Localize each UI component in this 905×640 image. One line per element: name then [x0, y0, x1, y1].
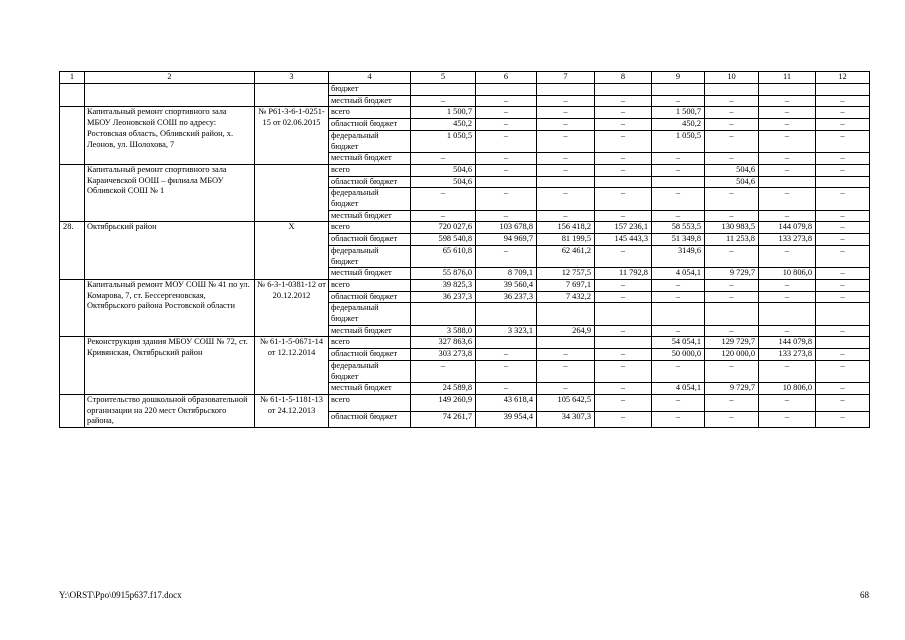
- value-cell: –: [705, 245, 759, 267]
- value-cell: 157 236,1: [595, 222, 652, 234]
- value-cell: –: [759, 210, 816, 222]
- value-cell: –: [595, 360, 652, 382]
- value-cell: 144 079,8: [759, 337, 816, 349]
- object-name: Капитальный ремонт спортивного зала Караичевской ООШ – филиала МБОУ Обливской СОШ № 1: [85, 164, 255, 222]
- table-row: [60, 279, 870, 291]
- budget-source: областной бюджет: [329, 234, 411, 246]
- table-row: [60, 222, 870, 234]
- value-cell: –: [595, 107, 652, 119]
- value-cell: –: [595, 119, 652, 131]
- budget-source: местный бюджет: [329, 268, 411, 280]
- value-cell: –: [759, 245, 816, 267]
- value-cell: –: [537, 383, 595, 395]
- value-cell: 133 273,8: [759, 234, 816, 246]
- budget-source: областной бюджет: [329, 411, 411, 428]
- row-number: 28.: [60, 222, 85, 280]
- value-cell: [411, 303, 476, 325]
- value-cell: –: [759, 188, 816, 210]
- document-number: № 61-1-5-0671-14 от 12.12.2014: [255, 337, 329, 395]
- document-number: № Р61-3-6-1-0251-15 от 02.06.2015: [255, 107, 329, 165]
- row-number: [60, 107, 85, 165]
- value-cell: –: [705, 130, 759, 152]
- budget-source: всего: [329, 107, 411, 119]
- value-cell: 39 954,4: [476, 411, 537, 428]
- value-cell: –: [537, 95, 595, 107]
- value-cell: [816, 176, 870, 188]
- value-cell: –: [816, 291, 870, 303]
- value-cell: [816, 337, 870, 349]
- value-cell: –: [759, 95, 816, 107]
- budget-source: всего: [329, 337, 411, 349]
- value-cell: –: [816, 394, 870, 411]
- budget-source: всего: [329, 279, 411, 291]
- value-cell: –: [705, 279, 759, 291]
- budget-source: федеральный бюджет: [329, 303, 411, 325]
- value-cell: [595, 84, 652, 96]
- value-cell: –: [595, 325, 652, 337]
- value-cell: –: [705, 360, 759, 382]
- value-cell: –: [476, 360, 537, 382]
- budget-source: федеральный бюджет: [329, 360, 411, 382]
- budget-source: местный бюджет: [329, 153, 411, 165]
- value-cell: [595, 303, 652, 325]
- value-cell: –: [816, 279, 870, 291]
- value-cell: 94 969,7: [476, 234, 537, 246]
- value-cell: –: [652, 153, 705, 165]
- budget-source: федеральный бюджет: [329, 245, 411, 267]
- header-row: [60, 72, 870, 84]
- value-cell: –: [595, 130, 652, 152]
- value-cell: 10 806,0: [759, 268, 816, 280]
- value-cell: –: [537, 349, 595, 361]
- value-cell: [476, 303, 537, 325]
- value-cell: 1 050,5: [411, 130, 476, 152]
- value-cell: –: [595, 188, 652, 210]
- value-cell: 598 540,8: [411, 234, 476, 246]
- value-cell: –: [476, 119, 537, 131]
- value-cell: [476, 176, 537, 188]
- value-cell: –: [652, 291, 705, 303]
- value-cell: 504,6: [705, 176, 759, 188]
- value-cell: –: [816, 95, 870, 107]
- value-cell: [537, 337, 595, 349]
- value-cell: –: [816, 268, 870, 280]
- value-cell: 4 054,1: [652, 383, 705, 395]
- budget-source: федеральный бюджет: [329, 188, 411, 210]
- value-cell: –: [476, 245, 537, 267]
- value-cell: 7 432,2: [537, 291, 595, 303]
- value-cell: –: [759, 119, 816, 131]
- value-cell: [595, 337, 652, 349]
- value-cell: 720 027,6: [411, 222, 476, 234]
- value-cell: 8 709,1: [476, 268, 537, 280]
- value-cell: 144 079,8: [759, 222, 816, 234]
- value-cell: 120 000,0: [705, 349, 759, 361]
- value-cell: 1 500,7: [652, 107, 705, 119]
- value-cell: 34 307,3: [537, 411, 595, 428]
- budget-source: областной бюджет: [329, 349, 411, 361]
- value-cell: –: [816, 411, 870, 428]
- value-cell: 36 237,3: [411, 291, 476, 303]
- value-cell: [759, 303, 816, 325]
- value-cell: 39 560,4: [476, 279, 537, 291]
- value-cell: –: [816, 153, 870, 165]
- value-cell: –: [759, 107, 816, 119]
- column-header: 11: [759, 72, 816, 84]
- value-cell: –: [537, 188, 595, 210]
- budget-source: федеральный бюджет: [329, 130, 411, 152]
- value-cell: –: [595, 291, 652, 303]
- value-cell: 3149,6: [652, 245, 705, 267]
- value-cell: 3 323,1: [476, 325, 537, 337]
- column-header: 2: [85, 72, 255, 84]
- value-cell: –: [476, 95, 537, 107]
- value-cell: –: [652, 188, 705, 210]
- value-cell: –: [411, 210, 476, 222]
- value-cell: 11 253,8: [705, 234, 759, 246]
- value-cell: –: [476, 164, 537, 176]
- value-cell: –: [759, 279, 816, 291]
- budget-source: областной бюджет: [329, 176, 411, 188]
- value-cell: –: [595, 153, 652, 165]
- value-cell: 450,2: [411, 119, 476, 131]
- value-cell: 10 806,0: [759, 383, 816, 395]
- value-cell: –: [537, 153, 595, 165]
- value-cell: –: [652, 394, 705, 411]
- value-cell: –: [816, 222, 870, 234]
- value-cell: –: [705, 210, 759, 222]
- value-cell: –: [595, 245, 652, 267]
- value-cell: –: [705, 291, 759, 303]
- value-cell: [537, 84, 595, 96]
- value-cell: –: [705, 411, 759, 428]
- value-cell: –: [759, 360, 816, 382]
- value-cell: –: [759, 164, 816, 176]
- table-row: [60, 394, 870, 411]
- value-cell: –: [476, 130, 537, 152]
- value-cell: –: [476, 107, 537, 119]
- value-cell: –: [705, 188, 759, 210]
- value-cell: [595, 176, 652, 188]
- column-header: 4: [329, 72, 411, 84]
- object-name: Октябрьский район: [85, 222, 255, 280]
- value-cell: 43 618,4: [476, 394, 537, 411]
- value-cell: 7 697,1: [537, 279, 595, 291]
- table-row: [60, 164, 870, 176]
- value-cell: –: [595, 411, 652, 428]
- column-header: 9: [652, 72, 705, 84]
- value-cell: –: [652, 164, 705, 176]
- value-cell: [816, 303, 870, 325]
- value-cell: –: [759, 130, 816, 152]
- value-cell: 12 757,5: [537, 268, 595, 280]
- value-cell: –: [816, 383, 870, 395]
- table-row: [60, 84, 870, 96]
- value-cell: –: [652, 325, 705, 337]
- value-cell: –: [816, 164, 870, 176]
- value-cell: –: [595, 95, 652, 107]
- column-header: 1: [60, 72, 85, 84]
- column-header: 7: [537, 72, 595, 84]
- value-cell: –: [652, 279, 705, 291]
- value-cell: 105 642,5: [537, 394, 595, 411]
- value-cell: 65 610,8: [411, 245, 476, 267]
- value-cell: 36 237,3: [476, 291, 537, 303]
- value-cell: –: [759, 411, 816, 428]
- value-cell: –: [816, 107, 870, 119]
- value-cell: –: [816, 210, 870, 222]
- value-cell: 504,6: [411, 164, 476, 176]
- value-cell: –: [537, 119, 595, 131]
- value-cell: 303 273,8: [411, 349, 476, 361]
- value-cell: –: [652, 411, 705, 428]
- value-cell: [816, 84, 870, 96]
- row-number: [60, 394, 85, 427]
- value-cell: 133 273,8: [759, 349, 816, 361]
- value-cell: 1 500,7: [411, 107, 476, 119]
- value-cell: –: [816, 119, 870, 131]
- value-cell: 450,2: [652, 119, 705, 131]
- value-cell: 3 588,0: [411, 325, 476, 337]
- budget-source: всего: [329, 164, 411, 176]
- value-cell: –: [652, 360, 705, 382]
- document-number: Х: [255, 222, 329, 280]
- value-cell: –: [537, 360, 595, 382]
- value-cell: –: [816, 234, 870, 246]
- budget-source: областной бюджет: [329, 119, 411, 131]
- value-cell: [476, 84, 537, 96]
- object-name: Реконструкция здания МБОУ СОШ № 72, ст. Кривянская, Октябрьский район: [85, 337, 255, 395]
- value-cell: [705, 303, 759, 325]
- value-cell: 50 000,0: [652, 349, 705, 361]
- value-cell: 39 825,3: [411, 279, 476, 291]
- value-cell: –: [476, 188, 537, 210]
- row-number: [60, 337, 85, 395]
- object-name: Капитальный ремонт МОУ СОШ № 41 по ул. Комарова, 7, ст. Бессергеновская, Октябрьского района Ростовской области: [85, 279, 255, 337]
- value-cell: –: [652, 95, 705, 107]
- value-cell: [476, 337, 537, 349]
- value-cell: [652, 176, 705, 188]
- value-cell: –: [595, 383, 652, 395]
- value-cell: –: [816, 130, 870, 152]
- budget-source: местный бюджет: [329, 95, 411, 107]
- budget-source: местный бюджет: [329, 210, 411, 222]
- value-cell: –: [595, 164, 652, 176]
- value-cell: –: [476, 210, 537, 222]
- value-cell: –: [705, 325, 759, 337]
- value-cell: [652, 84, 705, 96]
- value-cell: 4 054,1: [652, 268, 705, 280]
- table-row: [60, 107, 870, 119]
- budget-source: всего: [329, 394, 411, 411]
- value-cell: [759, 176, 816, 188]
- page-number: 68: [860, 590, 869, 600]
- value-cell: –: [816, 325, 870, 337]
- document-number: № 6-3-1-0381-12 от 20.12.2012: [255, 279, 329, 337]
- value-cell: 103 678,8: [476, 222, 537, 234]
- value-cell: 504,6: [411, 176, 476, 188]
- row-number: [60, 164, 85, 222]
- column-header: 3: [255, 72, 329, 84]
- value-cell: 58 553,5: [652, 222, 705, 234]
- document-number: № 61-1-5-1181-13 от 24.12.2013: [255, 394, 329, 427]
- value-cell: –: [816, 245, 870, 267]
- value-cell: –: [476, 349, 537, 361]
- value-cell: –: [595, 210, 652, 222]
- column-header: 5: [411, 72, 476, 84]
- value-cell: –: [595, 394, 652, 411]
- value-cell: 504,6: [705, 164, 759, 176]
- budget-source: бюджет: [329, 84, 411, 96]
- column-header: 10: [705, 72, 759, 84]
- column-header: 12: [816, 72, 870, 84]
- value-cell: –: [705, 153, 759, 165]
- column-header: 6: [476, 72, 537, 84]
- value-cell: –: [537, 107, 595, 119]
- value-cell: [411, 84, 476, 96]
- value-cell: 1 050,5: [652, 130, 705, 152]
- value-cell: –: [816, 349, 870, 361]
- value-cell: –: [411, 188, 476, 210]
- value-cell: –: [705, 107, 759, 119]
- value-cell: –: [537, 164, 595, 176]
- value-cell: –: [411, 95, 476, 107]
- value-cell: 9 729,7: [705, 383, 759, 395]
- value-cell: 81 199,5: [537, 234, 595, 246]
- object-name: Капитальный ремонт спортивного зала МБОУ Леоновской СОШ по адресу: Ростовская область, Обливский район, х. Леонов, ул. Шолохова, 7: [85, 107, 255, 165]
- value-cell: 264,9: [537, 325, 595, 337]
- value-cell: 130 983,5: [705, 222, 759, 234]
- value-cell: –: [759, 325, 816, 337]
- value-cell: 74 261,7: [411, 411, 476, 428]
- value-cell: 9 729,7: [705, 268, 759, 280]
- investment-table: [59, 71, 870, 428]
- value-cell: [537, 303, 595, 325]
- value-cell: –: [537, 210, 595, 222]
- row-number: [60, 84, 85, 107]
- value-cell: –: [411, 360, 476, 382]
- budget-source: всего: [329, 222, 411, 234]
- value-cell: 149 260,9: [411, 394, 476, 411]
- object-name: [85, 84, 255, 107]
- value-cell: –: [705, 119, 759, 131]
- value-cell: –: [476, 383, 537, 395]
- value-cell: 327 863,6: [411, 337, 476, 349]
- value-cell: [759, 84, 816, 96]
- value-cell: –: [595, 279, 652, 291]
- value-cell: –: [595, 349, 652, 361]
- value-cell: 51 349,8: [652, 234, 705, 246]
- budget-source: местный бюджет: [329, 383, 411, 395]
- value-cell: –: [816, 360, 870, 382]
- value-cell: –: [411, 153, 476, 165]
- value-cell: 145 443,3: [595, 234, 652, 246]
- document-number: [255, 164, 329, 222]
- file-path: Y:\ORST\Ppo\0915p637.f17.docx: [59, 590, 182, 600]
- value-cell: –: [759, 291, 816, 303]
- value-cell: [537, 176, 595, 188]
- value-cell: 62 461,2: [537, 245, 595, 267]
- value-cell: –: [759, 394, 816, 411]
- value-cell: –: [476, 153, 537, 165]
- value-cell: 54 054,1: [652, 337, 705, 349]
- value-cell: –: [652, 210, 705, 222]
- document-number: [255, 84, 329, 107]
- value-cell: 55 876,0: [411, 268, 476, 280]
- value-cell: –: [705, 394, 759, 411]
- table-row: [60, 337, 870, 349]
- value-cell: [705, 84, 759, 96]
- budget-source: местный бюджет: [329, 325, 411, 337]
- budget-source: областной бюджет: [329, 291, 411, 303]
- value-cell: 11 792,8: [595, 268, 652, 280]
- value-cell: [652, 303, 705, 325]
- row-number: [60, 279, 85, 337]
- value-cell: 129 729,7: [705, 337, 759, 349]
- object-name: Строительство дошкольной образовательной организации на 220 мест Октябрьского района,: [85, 394, 255, 427]
- value-cell: –: [537, 130, 595, 152]
- value-cell: –: [759, 153, 816, 165]
- value-cell: 156 418,2: [537, 222, 595, 234]
- value-cell: –: [705, 95, 759, 107]
- value-cell: –: [816, 188, 870, 210]
- value-cell: 24 589,8: [411, 383, 476, 395]
- column-header: 8: [595, 72, 652, 84]
